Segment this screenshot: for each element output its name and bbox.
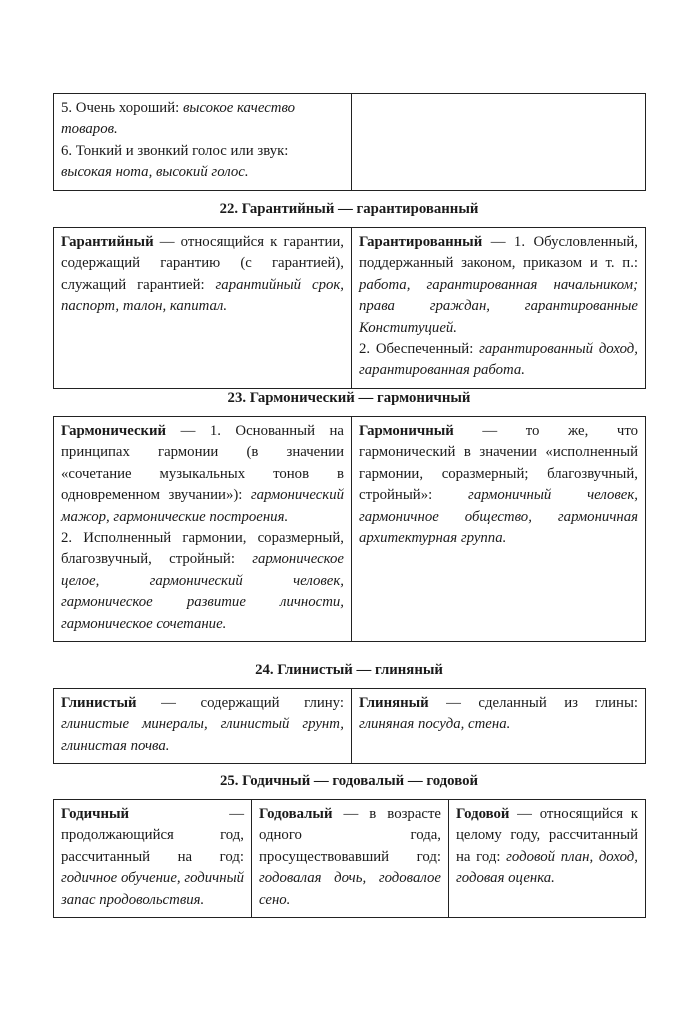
definition: — продолжающийся год, рассчитанный на год: — [61, 806, 244, 865]
examples: работа, гарантированная начальником; права граждан, гарантированные Конституцией. — [359, 276, 638, 336]
section-23-heading: 23. Гармонический — гармоничный — [227, 390, 471, 406]
examples: гармонический мажор, гармонические построения. — [61, 487, 344, 525]
examples: годовой план, доход, годовая оценка. — [456, 848, 638, 887]
definition: — 1. Обусловленный, поддержанный законом, приказом и т. п.: — [359, 234, 638, 272]
continuation-table — [53, 93, 646, 191]
term-glinyany: Глиняный — [359, 695, 429, 711]
continuation-line-3: 6. Тонкий и звонкий голос или звук: — [61, 142, 289, 159]
continuation-left-cell — [54, 94, 352, 191]
section-22-right-cell — [352, 228, 646, 389]
section-25-col1-cell — [54, 800, 252, 918]
continuation-right-cell — [352, 94, 646, 191]
section-24-heading: 24. Глинистый — глиняный — [255, 662, 443, 678]
term-garmonichny: Гармоничный — [359, 423, 454, 439]
term-godovaly: Годовалый — [259, 806, 333, 822]
section-25-heading: 25. Годичный — годовалый — годовой — [219, 773, 479, 789]
definition: — содержащий глину: — [136, 695, 344, 711]
examples: годичное обучение, годичный запас продовольствия. — [61, 870, 244, 908]
section-23-right-cell — [352, 417, 646, 642]
examples: глинистые минералы, глинистый грунт, глинистая почва. — [61, 716, 344, 754]
definition: — сделанный из глины: — [428, 695, 638, 711]
sense-2: 2. Обеспеченный: — [359, 341, 480, 358]
sense-2: 2. Исполненный гармонии, соразмерный, благозвучный, стройный: — [61, 530, 344, 568]
section-25-col3-cell — [449, 800, 646, 918]
continuation-line-4: высокая нота, высокий голос. — [61, 164, 249, 181]
examples-2: гарантированный доход, гарантированная работа. — [359, 341, 638, 379]
definition: — то же, что гармонический в значении «исполненный гармонии, соразмерный; благозвучный, стройный»: — [359, 423, 638, 504]
section-24-table — [53, 688, 646, 764]
definition: — относящийся к целому году, рассчитанный на год: — [456, 806, 638, 865]
term-garantiyny: Гарантийный — [61, 234, 154, 250]
continuation-line-1: 5. Очень хороший: высокое качество — [61, 100, 296, 116]
term-godovoy: Годовой — [456, 806, 510, 822]
section-25-table — [53, 799, 646, 918]
definition: — относящийся к гарантии, содержащий гарантию (с гарантией), служащий гарантией: — [61, 234, 344, 293]
section-22-left-cell — [54, 228, 352, 389]
term-garmonichesky: Гармонический — [61, 423, 167, 439]
section-25-col2-cell — [252, 800, 449, 918]
examples: гарантийный срок, паспорт, талон, капитал. — [61, 276, 344, 315]
examples-2: гармоническое целое, гармонический человек, гармоническое развитие личности, гармоническое сочетание. — [61, 551, 344, 632]
definition: — в возрасте одного года, просуществовавший год: — [259, 806, 441, 865]
examples: гармоничный человек, гармоничное общество, гармоничная архитектурная группа. — [359, 487, 638, 547]
term-glinisty: Глинистый — [61, 695, 137, 711]
continuation-line-2: товаров. — [61, 121, 118, 138]
examples: годовалая дочь, годовалое сено. — [259, 870, 441, 908]
term-godichny: Годичный — [61, 806, 130, 822]
section-23-table — [53, 416, 646, 642]
section-22-table — [53, 227, 646, 389]
section-22-heading: 22. Гарантийный — гарантированный — [219, 201, 479, 217]
definition: — 1. Основанный на принципах гармонии (в значении «сочетание музыкальных тонов в одновременном звучании»): — [61, 423, 344, 504]
section-23-left-cell — [54, 417, 352, 642]
section-24-right-cell — [352, 689, 646, 764]
section-24-left-cell — [54, 689, 352, 764]
term-garantirovanny: Гарантированный — [359, 234, 483, 250]
examples: глиняная посуда, стена. — [359, 716, 511, 733]
